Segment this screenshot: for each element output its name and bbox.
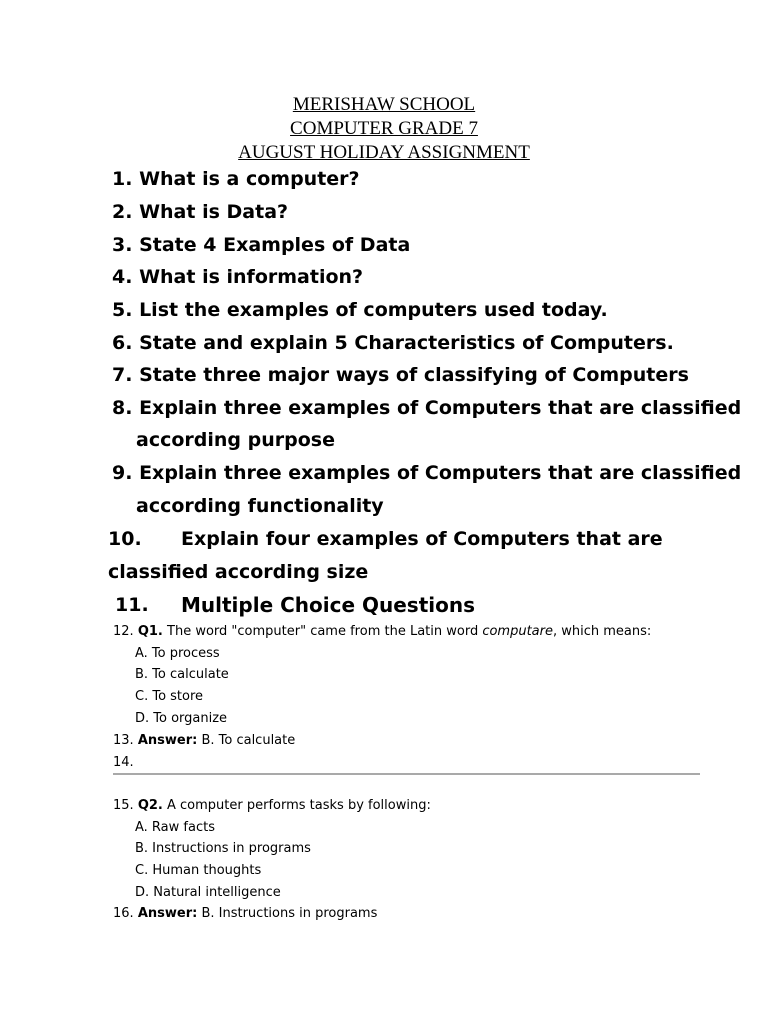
question-item <box>112 457 741 489</box>
question-number: 5. <box>112 299 133 321</box>
list-number: 15. <box>113 798 134 813</box>
question-text: Explain three examples of Computers that are classified <box>139 397 742 419</box>
mcq-option: C. To store <box>135 689 204 704</box>
mcq-label: Q1. <box>137 624 163 639</box>
mcq-label: Q2. <box>137 798 163 813</box>
question-text: What is Data? <box>139 201 289 223</box>
mcq-option: C. Human thoughts <box>135 863 262 878</box>
mcq-text-end: , which means: <box>553 624 652 639</box>
mcq-option: B. To calculate <box>135 667 229 682</box>
document-header <box>0 93 768 165</box>
question-item <box>112 261 363 293</box>
mcq-option: A. To process <box>135 646 220 661</box>
horizontal-rule <box>113 773 700 775</box>
question-continuation: according purpose <box>136 429 335 451</box>
subject-title: COMPUTER GRADE 7 <box>290 118 478 139</box>
answer-text: B. Instructions in programs <box>197 906 378 921</box>
mcq-question <box>113 622 651 642</box>
mcq-answer <box>113 904 377 924</box>
list-number: 16. <box>113 906 134 921</box>
mcq-option: A. Raw facts <box>135 820 215 835</box>
mcq-option: B. Instructions in programs <box>135 841 311 856</box>
question-text: What is information? <box>139 266 364 288</box>
question-number: 2. <box>112 201 133 223</box>
question-item <box>112 163 360 195</box>
question-number: 6. <box>112 332 133 354</box>
blank-list-item: 14. <box>113 755 134 770</box>
question-item <box>112 392 741 424</box>
question-number: 4. <box>112 266 133 288</box>
question-number: 3. <box>112 234 133 256</box>
school-name: MERISHAW SCHOOL <box>292 94 476 115</box>
question-number: 9. <box>112 462 133 484</box>
question-text: State 4 Examples of Data <box>139 234 411 256</box>
question-item <box>112 327 674 359</box>
answer-label: Answer: <box>137 906 198 921</box>
question-text: Multiple Choice Questions <box>181 593 476 617</box>
question-number: 1. <box>112 168 133 190</box>
list-number: 12. <box>113 624 134 639</box>
question-text: State three major ways of classifying of Computers <box>139 364 689 386</box>
question-item <box>112 196 288 228</box>
assignment-title: AUGUST HOLIDAY ASSIGNMENT <box>238 142 530 163</box>
question-continuation: classified according size <box>108 561 369 583</box>
question-number: 7. <box>112 364 133 386</box>
question-text: List the examples of computers used today. <box>139 299 608 321</box>
question-text: State and explain 5 Characteristics of Computers. <box>139 332 674 354</box>
question-item <box>112 294 608 326</box>
list-number: 13. <box>113 733 134 748</box>
mcq-question <box>113 796 431 816</box>
answer-label: Answer: <box>137 733 198 748</box>
mcq-italic-term: computare <box>482 624 553 639</box>
question-text: Explain three examples of Computers that are classified <box>139 462 742 484</box>
mcq-answer <box>113 731 295 751</box>
question-item <box>112 359 689 391</box>
question-text: Explain four examples of Computers that are <box>181 528 663 550</box>
question-text: What is a computer? <box>139 168 360 190</box>
mcq-option: D. To organize <box>135 711 228 726</box>
question-item <box>112 229 410 261</box>
question-number: 11. <box>115 594 149 616</box>
question-continuation: according functionality <box>136 495 384 517</box>
mcq-text: The word "computer" came from the Latin word <box>162 624 483 639</box>
mcq-option: D. Natural intelligence <box>135 885 281 900</box>
answer-text: B. To calculate <box>197 733 296 748</box>
mcq-text: A computer performs tasks by following: <box>162 798 431 813</box>
question-number: 8. <box>112 397 133 419</box>
question-number: 10. <box>108 528 142 550</box>
